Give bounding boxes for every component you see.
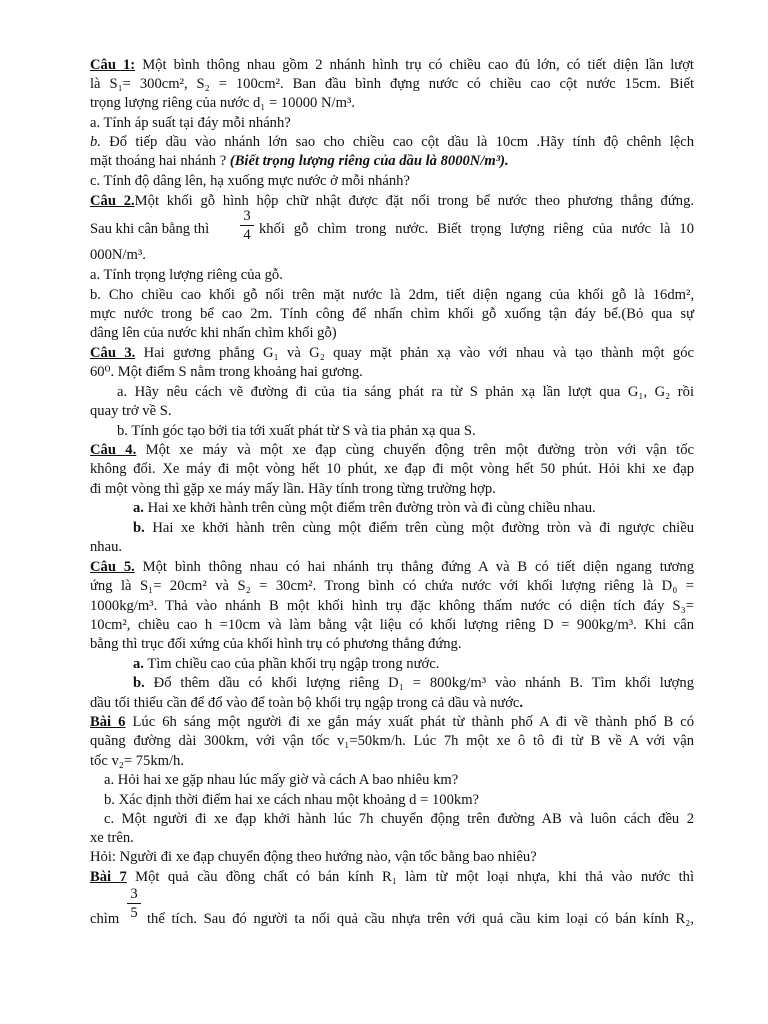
- q5-part-b-period: .: [519, 695, 524, 711]
- b6-line-3: tốc v₂= 75km/h.: [90, 753, 184, 769]
- b7-line-1: [90, 868, 694, 886]
- q5-line-1: [90, 558, 694, 576]
- q1-part-b-text: Đổ tiếp dầu vào nhánh lớn sao cho chiều cao cột dầu là 10cm .Hãy tính độ chênh lệch: [100, 134, 694, 150]
- b7-line-2b: thể tích. Sau đó người ta nối quả cầu nhựa trên với quả cầu kim loại có bán kính R₂,: [147, 911, 694, 927]
- q1-line-3: trọng lượng riêng của nước d₁ = 10000 N/m³.: [90, 95, 355, 111]
- q2-part-b-line-1: b. Cho chiều cao khối gỗ nổi trên mặt nước là 2dm, tiết diện ngang của khối gỗ là 16dm²,: [90, 287, 694, 303]
- q5-text-1: Một bình thông nhau có hai nhánh trụ thẳng đứng A và B có tiết diện ngang tương: [134, 559, 694, 575]
- q2-label: Câu 2.: [90, 193, 135, 209]
- q1-part-b-note: (Biết trọng lượng riêng của dầu là 8000N/m³).: [229, 153, 509, 169]
- b7-fraction: [127, 886, 141, 921]
- q4-part-b-line-1: [133, 519, 694, 537]
- q5-line-2: ứng là S₁= 20cm² và S₂ = 30cm². Trong bình có chứa nước với khối lượng riêng là D₀ =: [90, 578, 694, 594]
- q1-part-b-line-1: [90, 133, 694, 151]
- q2-frac-numerator: 3: [243, 208, 251, 224]
- q5-line-4: 10cm², chiều cao h =10cm và làm bằng vật liệu có khối lượng riêng D = 900kg/m³. Khi cân: [90, 617, 694, 633]
- q3-part-a-line-1: a. Hãy nêu cách vẽ đường đi của tia sáng phát ra từ S phản xạ lần lượt qua G₁, G₂ rồi: [117, 384, 694, 400]
- q4-line-1: [90, 441, 694, 459]
- b6-line-1: [90, 713, 694, 731]
- q3-line-1: [90, 344, 694, 362]
- q1-label: Câu 1:: [90, 57, 136, 73]
- q1-part-b-label: b.: [90, 134, 101, 150]
- b6-part-b: b. Xác định thời điểm hai xe cách nhau một khoảng d = 100km?: [104, 792, 480, 808]
- q4-part-b-line-2: nhau.: [90, 539, 123, 555]
- q1-part-b-text-2: mặt thoáng hai nhánh ?: [90, 153, 230, 169]
- q3-label: Câu 3.: [90, 345, 136, 361]
- b6-part-a: a. Hỏi hai xe gặp nhau lúc mấy giờ và cách A bao nhiêu km?: [104, 772, 459, 788]
- b7-frac-denominator: 5: [130, 905, 138, 921]
- q5-label: Câu 5.: [90, 559, 135, 575]
- q2-line-1: [90, 192, 694, 210]
- q5-line-3: 1000kg/m³. Thả vào nhánh B một khối hình trụ đặc không thấm nước có diện tích đáy S₃=: [90, 598, 694, 614]
- q4-label: Câu 4.: [90, 442, 137, 458]
- b7-frac-bar: [127, 903, 141, 904]
- b6-question: Hỏi: Người đi xe đạp chuyển động theo hướng nào, vận tốc bằng bao nhiêu?: [90, 849, 537, 865]
- q5-part-a: [133, 655, 694, 673]
- q2-part-b-line-2: mực nước trong bể cao 2m. Tính công để nhấn chìm khối gỗ xuống tận đáy bể.(Bỏ qua sự: [90, 306, 694, 322]
- q5-part-b-text: Đổ thêm dầu có khối lượng riêng D₁ = 800kg/m³ vào nhánh B. Tìm khối lượng: [144, 675, 694, 691]
- b6-text-1: Lúc 6h sáng một người đi xe gắn máy xuất phát từ thành phố A đi về thành phố B có: [125, 714, 695, 730]
- q1-part-b-line-2: [90, 152, 694, 170]
- b7-frac-numerator: 3: [130, 886, 138, 902]
- q1-text-1: Một bình thông nhau gồm 2 nhánh hình trụ có chiều cao đủ lớn, có tiết diện lần lượt: [135, 57, 694, 73]
- q1-part-a: a. Tính áp suất tại đáy mỗi nhánh?: [90, 115, 291, 131]
- q5-part-b-label: b.: [133, 675, 145, 691]
- q4-text-1: Một xe máy và một xe đạp cùng chuyển động trên một đường tròn với vận tốc: [136, 442, 694, 458]
- q2-frac-denominator: 4: [243, 227, 251, 243]
- q2-text-1: Một khối gỗ hình hộp chữ nhật được đặt nổi trong bể nước theo phương thẳng đứng.: [134, 193, 695, 209]
- b6-line-2: quãng đường dài 300km, với vận tốc v₁=50km/h. Lúc 7h một xe ô tô đi từ B về A với vận: [90, 733, 694, 749]
- b7-line-2a: chìm: [90, 911, 120, 927]
- q4-part-b-text: Hai xe khởi hành trên cùng một điểm trên cùng một đường tròn và đi ngược chiều: [144, 520, 694, 536]
- q5-part-b-line-1: [133, 674, 694, 692]
- q2-line-2a: Sau khi cân bằng thì: [90, 221, 210, 237]
- q5-part-b-text-2: dầu tối thiểu cần để đổ vào để toàn bộ khối trụ ngập trong cả dầu và nước: [90, 695, 520, 711]
- b6-part-c-line-1: c. Một người đi xe đạp khởi hành lúc 7h chuyển động trên đường AB và luôn cách đều 2: [104, 811, 694, 827]
- q3-part-a-line-2: quay trở về S.: [90, 403, 172, 419]
- b7-label: Bài 7: [90, 869, 127, 885]
- q5-part-a-text: Tìm chiều cao của phần khối trụ ngập trong nước.: [143, 656, 440, 672]
- q1-part-c: c. Tính độ dâng lên, hạ xuống mực nước ở mỗi nhánh?: [90, 173, 410, 189]
- q2-line-3: 000N/m³.: [90, 247, 146, 263]
- q4-part-a: [133, 499, 694, 517]
- q1-line-1: [90, 56, 694, 74]
- b6-label: Bài 6: [90, 714, 126, 730]
- q4-part-a-text: Hai xe khởi hành trên cùng một điểm trên đường tròn và đi cùng chiều nhau.: [143, 500, 596, 516]
- q4-part-a-label: a.: [133, 500, 144, 516]
- q2-part-b-line-3: dâng lên của nước khi nhấn chìm khối gỗ): [90, 325, 337, 341]
- q3-line-2: 60⁰. Một điểm S nằm trong khoảng hai gương.: [90, 364, 363, 380]
- q2-line-2b: khối gỗ chìm trong nước. Biết trọng lượng riêng của nước là 10: [259, 221, 694, 237]
- q2-frac-bar: [240, 225, 254, 226]
- q4-line-2: không đổi. Xe máy đi một vòng hết 10 phút, xe đạp đi một vòng hết 50 phút. Hỏi khi xe đạp: [90, 461, 694, 477]
- b6-part-c-line-2: xe trên.: [90, 830, 134, 846]
- b7-text-1: Một quả cầu đồng chất có bán kính R₁ làm từ một loại nhựa, khi thả vào nước thì: [126, 869, 695, 885]
- q5-part-b-line-2: [90, 694, 694, 712]
- q2-fraction: [240, 208, 254, 243]
- q5-part-a-label: a.: [133, 656, 144, 672]
- q5-line-5: bằng thì trục đối xứng của khối hình trụ có phương thẳng đứng.: [90, 636, 462, 652]
- q3-text-1: Hai gương phẳng G₁ và G₂ quay mặt phản xạ vào với nhau và tạo thành một góc: [135, 345, 695, 361]
- q3-part-b: b. Tính góc tạo bởi tia tới xuất phát từ S và tia phản xạ qua S.: [117, 423, 476, 439]
- q2-part-a: a. Tính trọng lượng riêng của gỗ.: [90, 267, 283, 283]
- q4-line-3: đi một vòng thì gặp xe máy mấy lần. Hãy tính trong từng trường hợp.: [90, 481, 496, 497]
- q4-part-b-label: b.: [133, 520, 145, 536]
- q1-line-2: là S₁= 300cm², S₂ = 100cm². Ban đầu bình đựng nước có chiều cao cột nước 15cm. Biết: [90, 76, 694, 92]
